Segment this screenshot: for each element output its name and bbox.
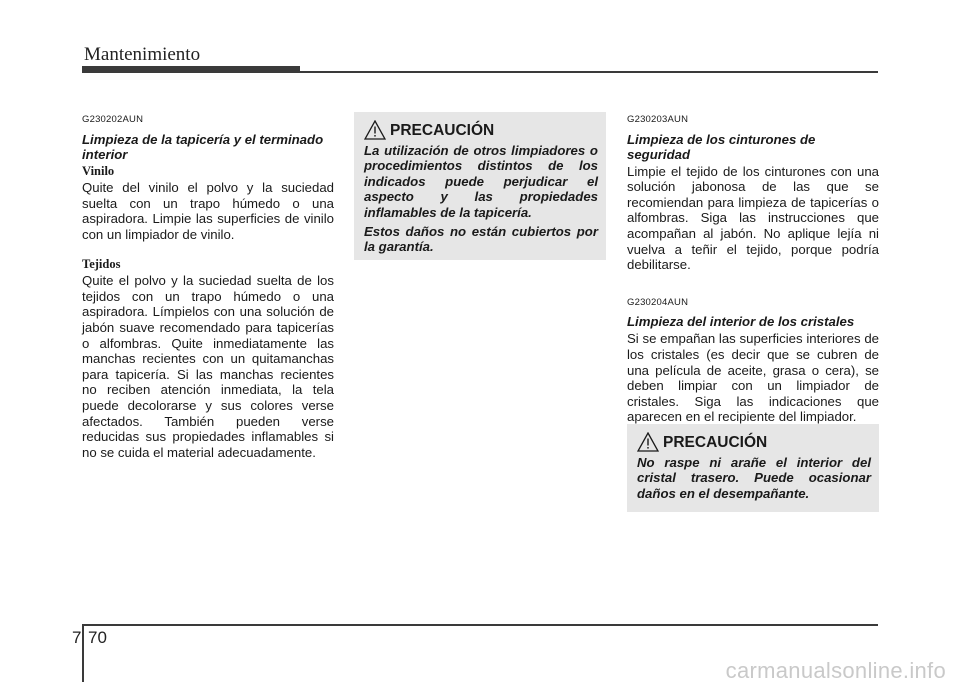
- seatbelt-text: Limpie el tejido de los cinturones con una solución jabonosa de las que se recomiendan para limpieza de tapicerías o alfombras. Siga las instrucciones que acompañan al jabón. No aplique lejía ni vuelva a teñir el tejido, porque podría debilitarse.: [627, 163, 879, 273]
- section-code: G230202AUN: [82, 114, 144, 125]
- vinilo-text: Quite del vinilo el polvo y la suciedad suelta con un trapo húmedo o una aspiradora. Limpie las superficies de vinilo con un limpiador de vinilo.: [82, 180, 334, 242]
- right-column: [627, 112, 879, 425]
- watermark: carmanualsonline.info: [725, 658, 946, 683]
- tejidos-text: Quite el polvo y la suciedad suelta de los tejidos con un trapo húmedo o una aspiradora. Límpielos con una solución de jabón suave recomendado para tapicerías o alfombras. Quite inmediatamente las manchas recientes con un quitamanchas para tapicería. Si las manchas recientes no reciben atención inmediata, la tela puede decolorarse y sus colores verse afectados. También pueden verse reducidas sus propiedades inflamables si no se cuida el material adecuadamente.: [82, 273, 334, 460]
- caution-text-warranty: Estos daños no están cubiertos por la garantía.: [364, 224, 598, 255]
- tejidos-label: Tejidos: [82, 256, 121, 271]
- caution-box-glass: [627, 424, 879, 512]
- caution-title: PRECAUCIÓN: [390, 122, 495, 139]
- caution-text: La utilización de otros limpiadores o procedimientos distintos de los indicados puede perjudicar el aspecto y las propiedades inflamables de la tapicería.: [364, 143, 598, 220]
- warning-triangle-icon: [637, 432, 659, 452]
- page-header-title: Mantenimiento: [84, 44, 201, 65]
- caution-title: PRECAUCIÓN: [663, 434, 768, 451]
- caution-box-upholstery: [354, 112, 606, 260]
- footer-section-number: 7: [72, 628, 82, 647]
- caution-text: No raspe ni arañe el interior del cristal trasero. Puede ocasionar daños en el desempañante.: [637, 455, 871, 501]
- warning-triangle-icon: [364, 120, 386, 140]
- caution-header: [364, 120, 598, 140]
- glass-text: Si se empañan las superficies interiores de los cristales (es decir que se cubren de una película de aceite, grasa o cera), se deben limpiar con un limpiador de cristales. Siga las indicaciones que aparecen en el recipiente del limpiador.: [627, 331, 879, 425]
- footer-rule: [82, 624, 878, 626]
- section-subhead: Limpieza del interior de los cristales: [627, 314, 855, 330]
- footer-page-number: 70: [88, 628, 107, 647]
- section-subhead: Limpieza de los cinturones de seguridad: [627, 131, 816, 162]
- section-subhead: Limpieza de la tapicería y el terminado interior: [82, 131, 324, 162]
- section-code: G230204AUN: [627, 296, 689, 308]
- header-rule-thick: [82, 66, 300, 73]
- left-column: [82, 112, 334, 460]
- caution-header: [637, 432, 871, 452]
- vinilo-label: Vinilo: [82, 163, 115, 178]
- footer-vertical-rule: [82, 624, 84, 682]
- header-rule-thin: [300, 71, 878, 73]
- section-code: G230203AUN: [627, 114, 689, 125]
